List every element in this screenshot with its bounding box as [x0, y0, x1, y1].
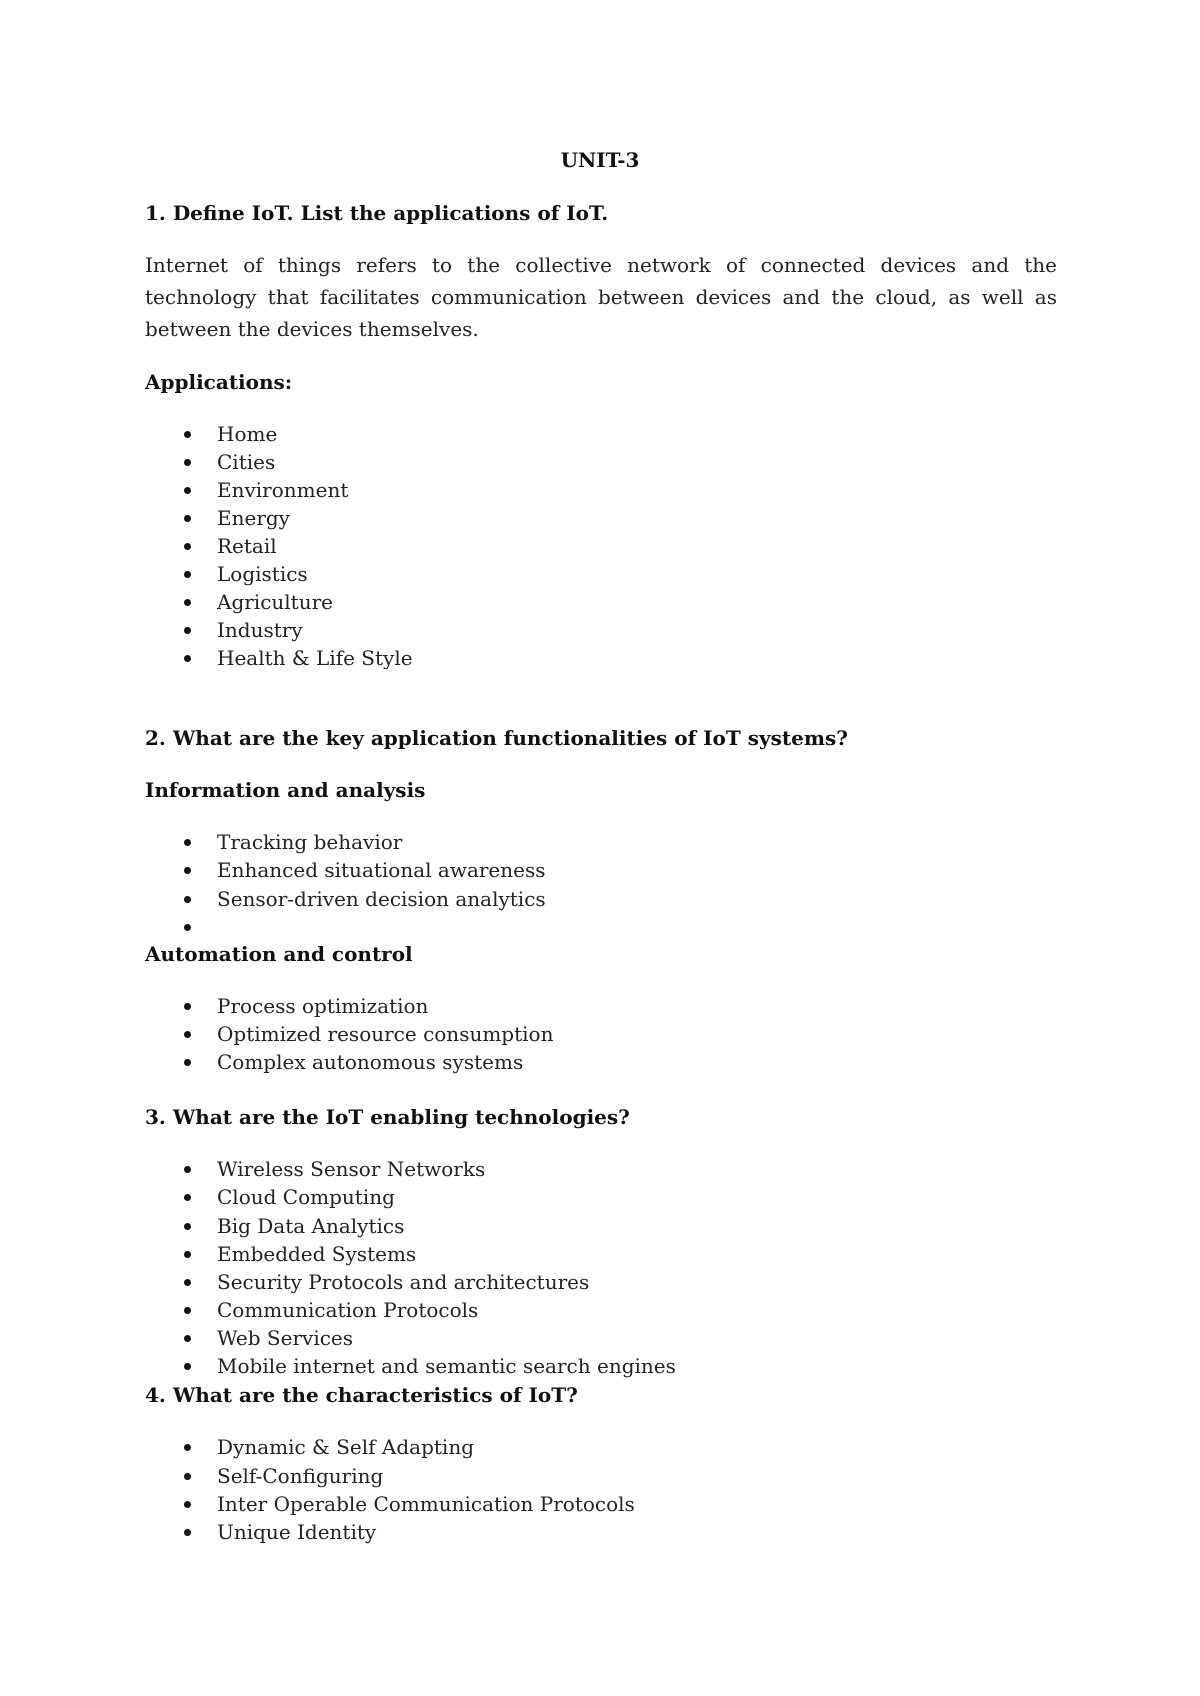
- bullet-icon: [184, 1003, 191, 1010]
- bullet-icon: [184, 1059, 191, 1066]
- list-item: Big Data Analytics: [217, 1214, 405, 1238]
- bullet-icon: [184, 924, 191, 931]
- list-item: Dynamic & Self Adapting: [217, 1435, 475, 1459]
- bullet-icon: [184, 515, 191, 522]
- list-item: Health & Life Style: [217, 646, 413, 670]
- bullet-icon: [184, 1031, 191, 1038]
- bullet-icon: [184, 1307, 191, 1314]
- list-item: Tracking behavior: [217, 830, 403, 854]
- list-item: Sensor-driven decision analytics: [217, 887, 546, 911]
- q2-section2-heading: Automation and control: [145, 942, 413, 966]
- bullet-icon: [184, 1335, 191, 1342]
- q4-heading: 4. What are the characteristics of IoT?: [145, 1383, 578, 1407]
- list-item: Process optimization: [217, 994, 429, 1018]
- bullet-icon: [184, 1363, 191, 1370]
- list-item: Security Protocols and architectures: [217, 1270, 590, 1294]
- bullet-icon: [184, 571, 191, 578]
- q2-section1-heading: Information and analysis: [145, 778, 426, 802]
- list-item: Wireless Sensor Networks: [217, 1157, 486, 1181]
- page-title: UNIT-3: [560, 148, 640, 172]
- bullet-icon: [184, 431, 191, 438]
- list-item: Home: [217, 422, 278, 446]
- q2-heading: 2. What are the key application functionalities of IoT systems?: [145, 726, 848, 750]
- q3-heading: 3. What are the IoT enabling technologies?: [145, 1105, 630, 1129]
- list-item: Communication Protocols: [217, 1298, 479, 1322]
- bullet-icon: [184, 1501, 191, 1508]
- bullet-icon: [184, 1473, 191, 1480]
- bullet-icon: [184, 543, 191, 550]
- bullet-icon: [184, 1166, 191, 1173]
- list-item: Retail: [217, 534, 277, 558]
- q1-definition: Internet of things refers to the collective network of connected devices and the technology that facilitates communication between devices and the cloud, as well as between the devices themselves.: [145, 253, 1057, 341]
- list-item: Cities: [217, 450, 276, 474]
- list-item: Inter Operable Communication Protocols: [217, 1492, 635, 1516]
- list-item: Web Services: [217, 1326, 354, 1350]
- bullet-icon: [184, 1444, 191, 1451]
- list-item: Environment: [217, 478, 349, 502]
- q1-heading: 1. Define IoT. List the applications of IoT.: [145, 201, 609, 225]
- bullet-icon: [184, 867, 191, 874]
- bullet-icon: [184, 1251, 191, 1258]
- list-item: Agriculture: [217, 590, 333, 614]
- list-item: Self-Configuring: [217, 1464, 384, 1488]
- list-item: Optimized resource consumption: [217, 1022, 554, 1046]
- list-item: Cloud Computing: [217, 1185, 395, 1209]
- bullet-icon: [184, 896, 191, 903]
- list-item: Enhanced situational awareness: [217, 858, 546, 882]
- bullet-icon: [184, 627, 191, 634]
- bullet-icon: [184, 655, 191, 662]
- list-item: Embedded Systems: [217, 1242, 417, 1266]
- bullet-icon: [184, 1194, 191, 1201]
- list-item: Logistics: [217, 562, 308, 586]
- list-item: Industry: [217, 618, 303, 642]
- bullet-icon: [184, 459, 191, 466]
- list-item: Complex autonomous systems: [217, 1050, 524, 1074]
- bullet-icon: [184, 487, 191, 494]
- list-item: Unique Identity: [217, 1520, 377, 1544]
- list-item: Energy: [217, 506, 290, 530]
- list-item: Mobile internet and semantic search engines: [217, 1354, 676, 1378]
- bullet-icon: [184, 839, 191, 846]
- bullet-icon: [184, 1279, 191, 1286]
- bullet-icon: [184, 599, 191, 606]
- q1-subheading: Applications:: [145, 370, 293, 394]
- bullet-icon: [184, 1529, 191, 1536]
- bullet-icon: [184, 1223, 191, 1230]
